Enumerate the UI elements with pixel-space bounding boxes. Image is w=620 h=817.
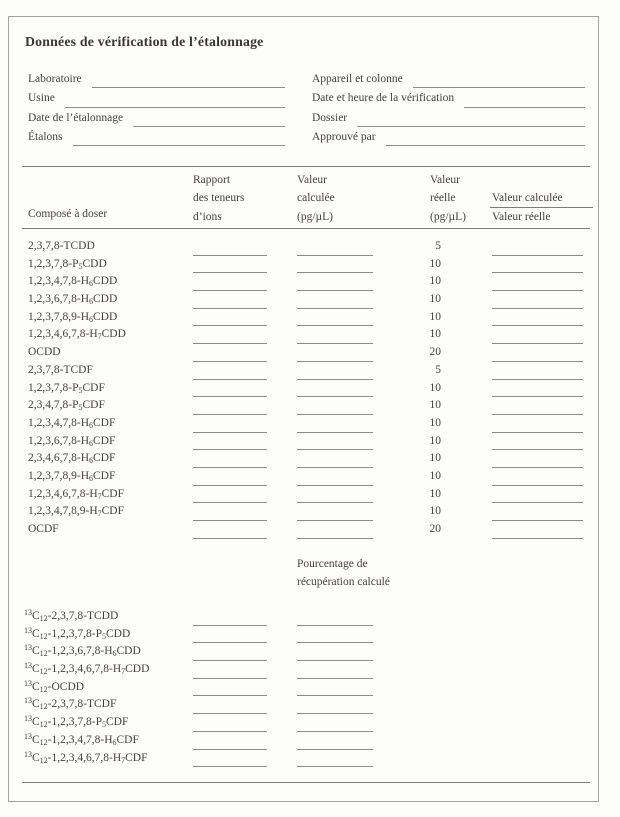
analyte-row bbox=[0, 309, 620, 327]
analyte-name: $1,2,3,6,7,8-H_6CDF$ bbox=[28, 434, 116, 448]
real-value: 10 bbox=[429, 434, 441, 447]
analyte-row bbox=[0, 397, 620, 415]
real-value: 5 bbox=[435, 363, 441, 376]
real-value: 10 bbox=[429, 381, 441, 394]
form-field-label: Laboratoire bbox=[28, 73, 82, 85]
ion-ratio-blank-line bbox=[193, 766, 267, 767]
form-field-label: Étalons bbox=[28, 130, 63, 143]
analyte-name: $1,2,3,7,8,9-H_6CDD$ bbox=[28, 310, 118, 324]
divider-below-table-header bbox=[22, 228, 590, 229]
form-field-blank-line bbox=[357, 111, 585, 127]
real-value: 20 bbox=[429, 523, 441, 535]
analyte-name: $1,2,3,4,7,8-H_6CDF$ bbox=[28, 416, 116, 430]
page-title: Données de vérification de l’étalonnage bbox=[25, 34, 264, 49]
recovery-row bbox=[0, 679, 620, 697]
analyte-row bbox=[0, 326, 620, 344]
recovery-row bbox=[0, 750, 620, 768]
form-field-row bbox=[28, 91, 285, 110]
analyte-row bbox=[0, 380, 620, 398]
analyte-row bbox=[0, 362, 620, 380]
recovery-row bbox=[0, 732, 620, 750]
recovery-analyte-name: $^{13}C_{12}-1,2,3,6,7,8-H_6CDD$ bbox=[24, 643, 141, 659]
real-value: 10 bbox=[429, 487, 441, 500]
form-field-row bbox=[312, 111, 585, 130]
form-field-blank-line bbox=[386, 130, 585, 146]
calc-real-ratio-blank-line bbox=[492, 538, 583, 539]
col-header-ion-ratio-line3: d’ions bbox=[193, 210, 222, 223]
form-field-blank-line bbox=[73, 130, 286, 146]
recovery-analyte-name: $^{13}C_{12}-1,2,3,7,8-P_5CDD$ bbox=[24, 625, 131, 641]
analyte-row bbox=[0, 238, 620, 256]
recovery-analyte-name: $^{13}C_{12}-1,2,3,4,6,7,8-H_7CDD$ bbox=[24, 661, 150, 677]
analyte-name: $1,2,3,7,8,9-H_6CDF$ bbox=[28, 469, 116, 483]
real-value: 10 bbox=[429, 452, 441, 465]
col-header-real-value-line2: réelle bbox=[430, 192, 456, 205]
col-header-ion-ratio bbox=[193, 171, 244, 226]
real-value: 10 bbox=[429, 293, 441, 306]
form-field-blank-line bbox=[92, 72, 285, 88]
analyte-row bbox=[0, 521, 620, 539]
fraction-numerator: Valeur calculée bbox=[490, 192, 593, 208]
recovery-table bbox=[0, 608, 620, 767]
calc-value-blank-line bbox=[297, 538, 373, 539]
recovery-heading-line1: Pourcentage de bbox=[297, 558, 368, 570]
analyte-name: $1,2,3,7,8-P_5CDF$ bbox=[28, 381, 105, 395]
analyte-row bbox=[0, 273, 620, 291]
recovery-analyte-name: $^{13}C_{12}$-OCDD bbox=[24, 678, 85, 694]
recovery-analyte-name: $^{13}C_{12}-2,3,7,8$-TCDD bbox=[24, 608, 119, 623]
recovery-row bbox=[0, 714, 620, 732]
col-header-calc-value bbox=[297, 171, 335, 226]
form-field-label: Date et heure de la vérification bbox=[312, 92, 455, 105]
form-field-blank-line bbox=[464, 91, 585, 107]
recovery-row bbox=[0, 626, 620, 644]
col-header-calc-value-line1: Valeur bbox=[297, 174, 328, 186]
form-field-row bbox=[312, 130, 585, 149]
analyte-name: $1,2,3,4,6,7,8-H_7CDF$ bbox=[28, 487, 125, 501]
divider-above-table-header bbox=[22, 166, 590, 167]
analyte-name: OCDF bbox=[28, 523, 59, 535]
form-fields-left-column bbox=[28, 72, 285, 149]
analyte-name: $2,3,4,6,7,8-H_6CDF$ bbox=[28, 452, 116, 466]
analyte-row bbox=[0, 503, 620, 521]
form-field-label: Appareil et colonne bbox=[312, 73, 403, 85]
form-fields-right-column bbox=[312, 72, 585, 149]
col-header-calc-value-line3: (pg/µL) bbox=[297, 210, 334, 223]
col-header-compound: Composé à doser bbox=[28, 208, 108, 220]
col-header-ion-ratio-line2: des teneurs bbox=[193, 192, 245, 205]
analyte-row bbox=[0, 450, 620, 468]
analyte-row bbox=[0, 486, 620, 504]
form-field-blank-line bbox=[413, 72, 585, 88]
recovery-percent-blank-line bbox=[297, 766, 373, 767]
col-header-real-value bbox=[430, 171, 466, 226]
analyte-name: $1,2,3,4,7,8,9-H_7CDF$ bbox=[28, 505, 125, 519]
real-value: 10 bbox=[429, 257, 441, 270]
analyte-name: $1,2,3,4,6,7,8-H_7CDD$ bbox=[28, 328, 126, 342]
analyte-row bbox=[0, 256, 620, 274]
col-header-real-value-line3: (pg/µL) bbox=[430, 210, 467, 223]
recovery-analyte-name: $^{13}C_{12}-1,2,3,7,8-P_5CDF$ bbox=[24, 714, 129, 730]
form-field-blank-line bbox=[133, 111, 285, 127]
analyte-name: $2,3,4,7,8-P_5CDF$ bbox=[28, 399, 105, 413]
real-value: 10 bbox=[429, 310, 441, 323]
real-value: 20 bbox=[429, 346, 441, 359]
analyte-table bbox=[0, 238, 620, 539]
form-field-label: Dossier bbox=[312, 111, 348, 124]
form-field-label: Approuvé par bbox=[312, 130, 376, 143]
form-field-row bbox=[312, 91, 585, 110]
real-value: 5 bbox=[435, 240, 441, 252]
fraction-denominator: Valeur réelle bbox=[492, 211, 551, 223]
col-header-calc-value-line2: calculée bbox=[297, 192, 335, 205]
form-field-label: Usine bbox=[28, 92, 55, 105]
recovery-section-heading bbox=[297, 556, 390, 592]
recovery-heading-line2: récupération calculé bbox=[297, 575, 390, 588]
form-field-row bbox=[312, 72, 585, 91]
col-header-calc-over-real bbox=[490, 192, 593, 224]
analyte-name: $1,2,3,4,7,8-H_6CDD$ bbox=[28, 275, 118, 289]
form-field-label: Date de l’étalonnage bbox=[28, 111, 124, 124]
analyte-name: $1,2,3,6,7,8-H_6CDD$ bbox=[28, 293, 118, 307]
real-value: 10 bbox=[429, 416, 441, 429]
analyte-name: 2,3,7,8-TCDD bbox=[28, 240, 95, 252]
recovery-row bbox=[0, 608, 620, 626]
divider-bottom bbox=[22, 782, 590, 783]
real-value: 10 bbox=[429, 275, 441, 288]
analyte-row bbox=[0, 468, 620, 486]
real-value: 10 bbox=[429, 328, 441, 341]
analyte-row bbox=[0, 415, 620, 433]
analyte-name: $1,2,3,7,8-P_5CDD$ bbox=[28, 257, 107, 271]
form-field-blank-line bbox=[65, 91, 285, 107]
form-field-row bbox=[28, 130, 285, 149]
real-value: 10 bbox=[429, 505, 441, 518]
recovery-row bbox=[0, 643, 620, 661]
form-field-row bbox=[28, 72, 285, 91]
real-value: 10 bbox=[429, 469, 441, 482]
real-value: 10 bbox=[429, 399, 441, 412]
analyte-row bbox=[0, 344, 620, 362]
analyte-name: OCDD bbox=[28, 346, 61, 359]
analyte-row bbox=[0, 291, 620, 309]
recovery-row bbox=[0, 696, 620, 714]
form-field-row bbox=[28, 111, 285, 130]
recovery-analyte-name: $^{13}C_{12}-1,2,3,4,7,8-H_6CDF$ bbox=[24, 731, 139, 747]
col-header-real-value-line1: Valeur bbox=[430, 174, 461, 186]
analyte-name: 2,3,7,8-TCDF bbox=[28, 363, 93, 376]
recovery-analyte-name: $^{13}C_{12}-2,3,7,8$-TCDF bbox=[24, 696, 117, 712]
col-header-ion-ratio-line1: Rapport bbox=[193, 174, 231, 186]
analyte-row bbox=[0, 433, 620, 451]
recovery-analyte-name: $^{13}C_{12}-1,2,3,4,6,7,8-H_7CDF$ bbox=[24, 749, 148, 765]
ion-ratio-blank-line bbox=[193, 538, 267, 539]
recovery-row bbox=[0, 661, 620, 679]
